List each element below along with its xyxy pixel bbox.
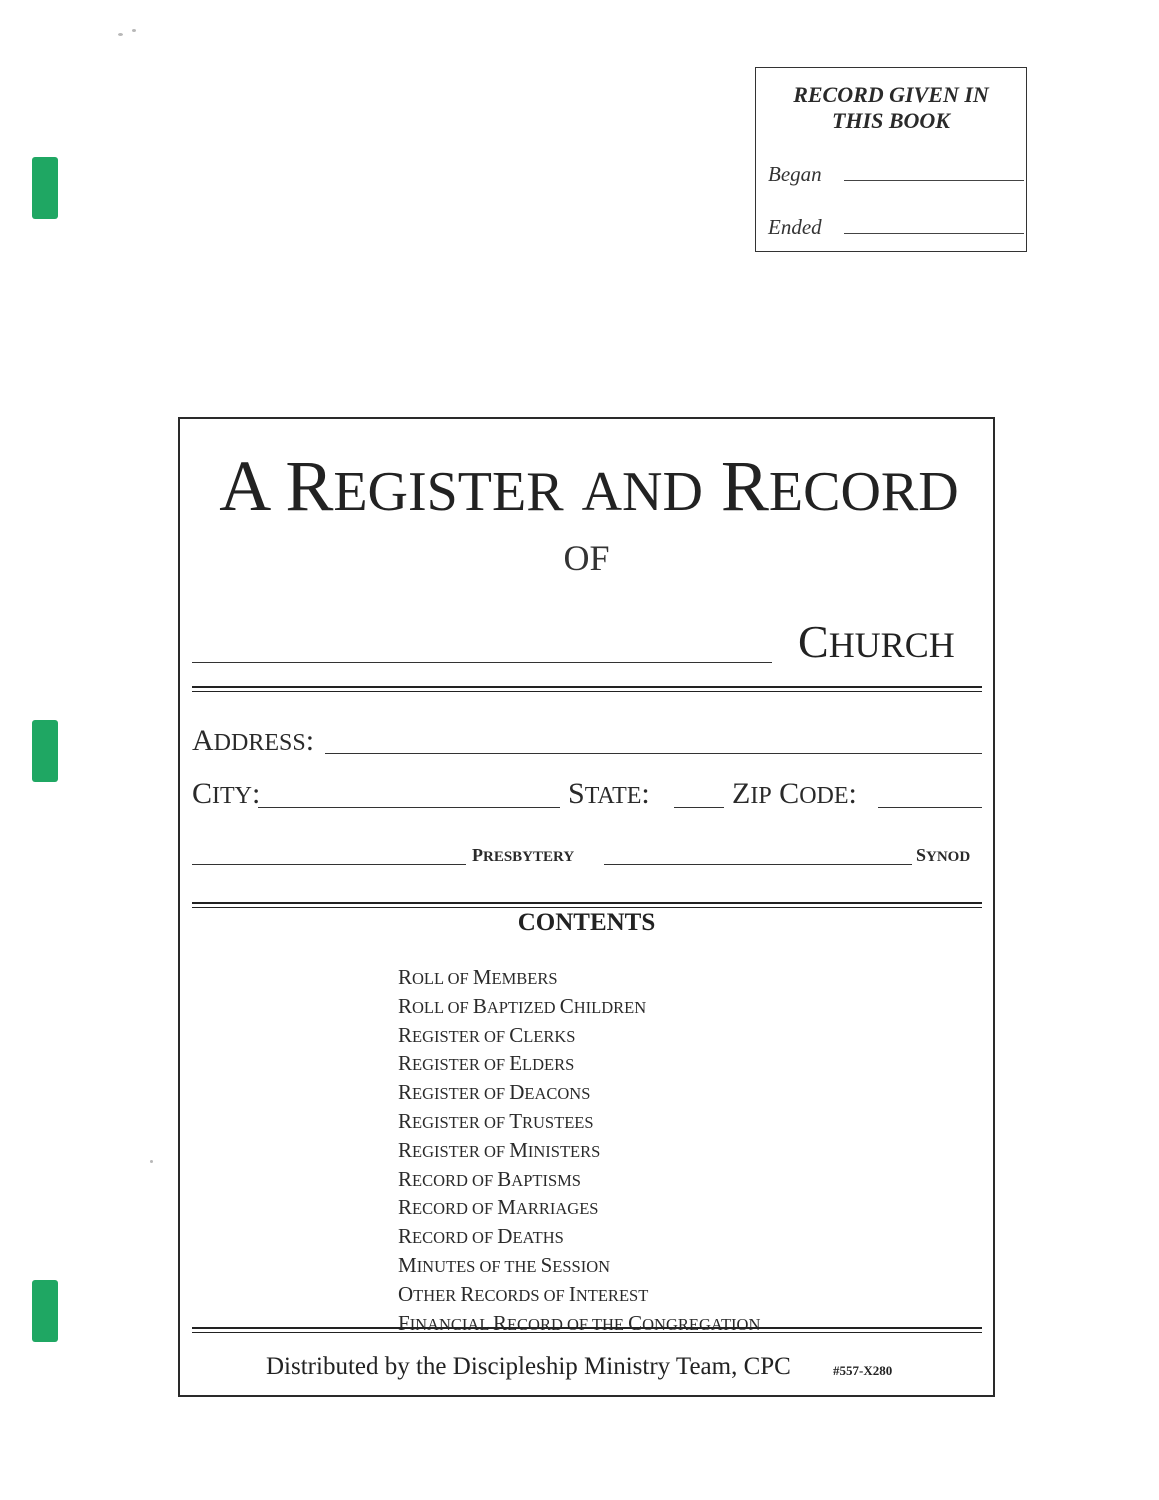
page-title: A REGISTER AND RECORD [219, 446, 959, 526]
paper-speck [150, 1160, 153, 1163]
state-line[interactable] [674, 807, 724, 808]
synod-line[interactable] [604, 864, 912, 865]
paper-speck [132, 29, 136, 32]
address-line[interactable] [325, 753, 982, 754]
church-label: CHURCH [798, 616, 955, 667]
list-item: REGISTER OF CLERKS [398, 1022, 576, 1047]
presbytery-label: PRESBYTERY [472, 845, 575, 865]
binder-tab-bottom [32, 1280, 58, 1342]
list-item: MINUTES OF THE SESSION [398, 1252, 611, 1277]
zip-code-line[interactable] [878, 807, 982, 808]
binder-tab-middle [32, 720, 58, 782]
ended-row [768, 215, 822, 240]
zip-code-label: ZIP CODE: [732, 777, 857, 810]
list-item: FINANCIAL RECORD OF THE CONGREGATION [398, 1310, 761, 1335]
city-label: CITY: [192, 777, 261, 810]
synod-label: SYNOD [916, 845, 971, 865]
list-item: REGISTER OF DEACONS [398, 1080, 591, 1105]
began-line[interactable] [844, 180, 1024, 181]
ended-label: Ended [768, 215, 822, 239]
began-row [768, 162, 822, 187]
list-item: REGISTER OF ELDERS [398, 1051, 575, 1076]
record-given-box [755, 67, 1027, 252]
register-panel [178, 417, 995, 1397]
catalog-number: #557-X280 [833, 1363, 893, 1378]
church-name-line[interactable] [192, 662, 772, 663]
list-item: RECORD OF MARRIAGES [398, 1195, 599, 1220]
list-item: OTHER RECORDS OF INTEREST [398, 1281, 649, 1306]
ended-line[interactable] [844, 233, 1024, 234]
contents-list [398, 964, 760, 1338]
record-given-title: RECORD GIVEN IN THIS BOOK [793, 82, 989, 133]
of-text: OF [563, 538, 610, 578]
list-item: REGISTER OF MINISTERS [398, 1137, 601, 1162]
contents-title: CONTENTS [517, 909, 656, 936]
city-line[interactable] [258, 807, 560, 808]
list-item: RECORD OF DEATHS [398, 1224, 564, 1249]
list-item: RECORD OF BAPTISMS [398, 1166, 581, 1191]
divider [192, 1327, 982, 1333]
divider [192, 902, 982, 908]
began-label: Began [768, 162, 822, 186]
distributed-by-text: Distributed by the Discipleship Ministry Team, CPC [266, 1353, 791, 1380]
list-item: ROLL OF BAPTIZED CHILDREN [398, 993, 647, 1018]
binder-tab-top [32, 157, 58, 219]
list-item: REGISTER OF TRUSTEES [398, 1108, 594, 1133]
divider [192, 686, 982, 692]
paper-speck [118, 33, 123, 36]
address-label: ADDRESS: [192, 724, 315, 757]
state-label: STATE: [568, 777, 650, 810]
list-item: ROLL OF MEMBERS [398, 965, 558, 989]
presbytery-line[interactable] [192, 864, 466, 865]
